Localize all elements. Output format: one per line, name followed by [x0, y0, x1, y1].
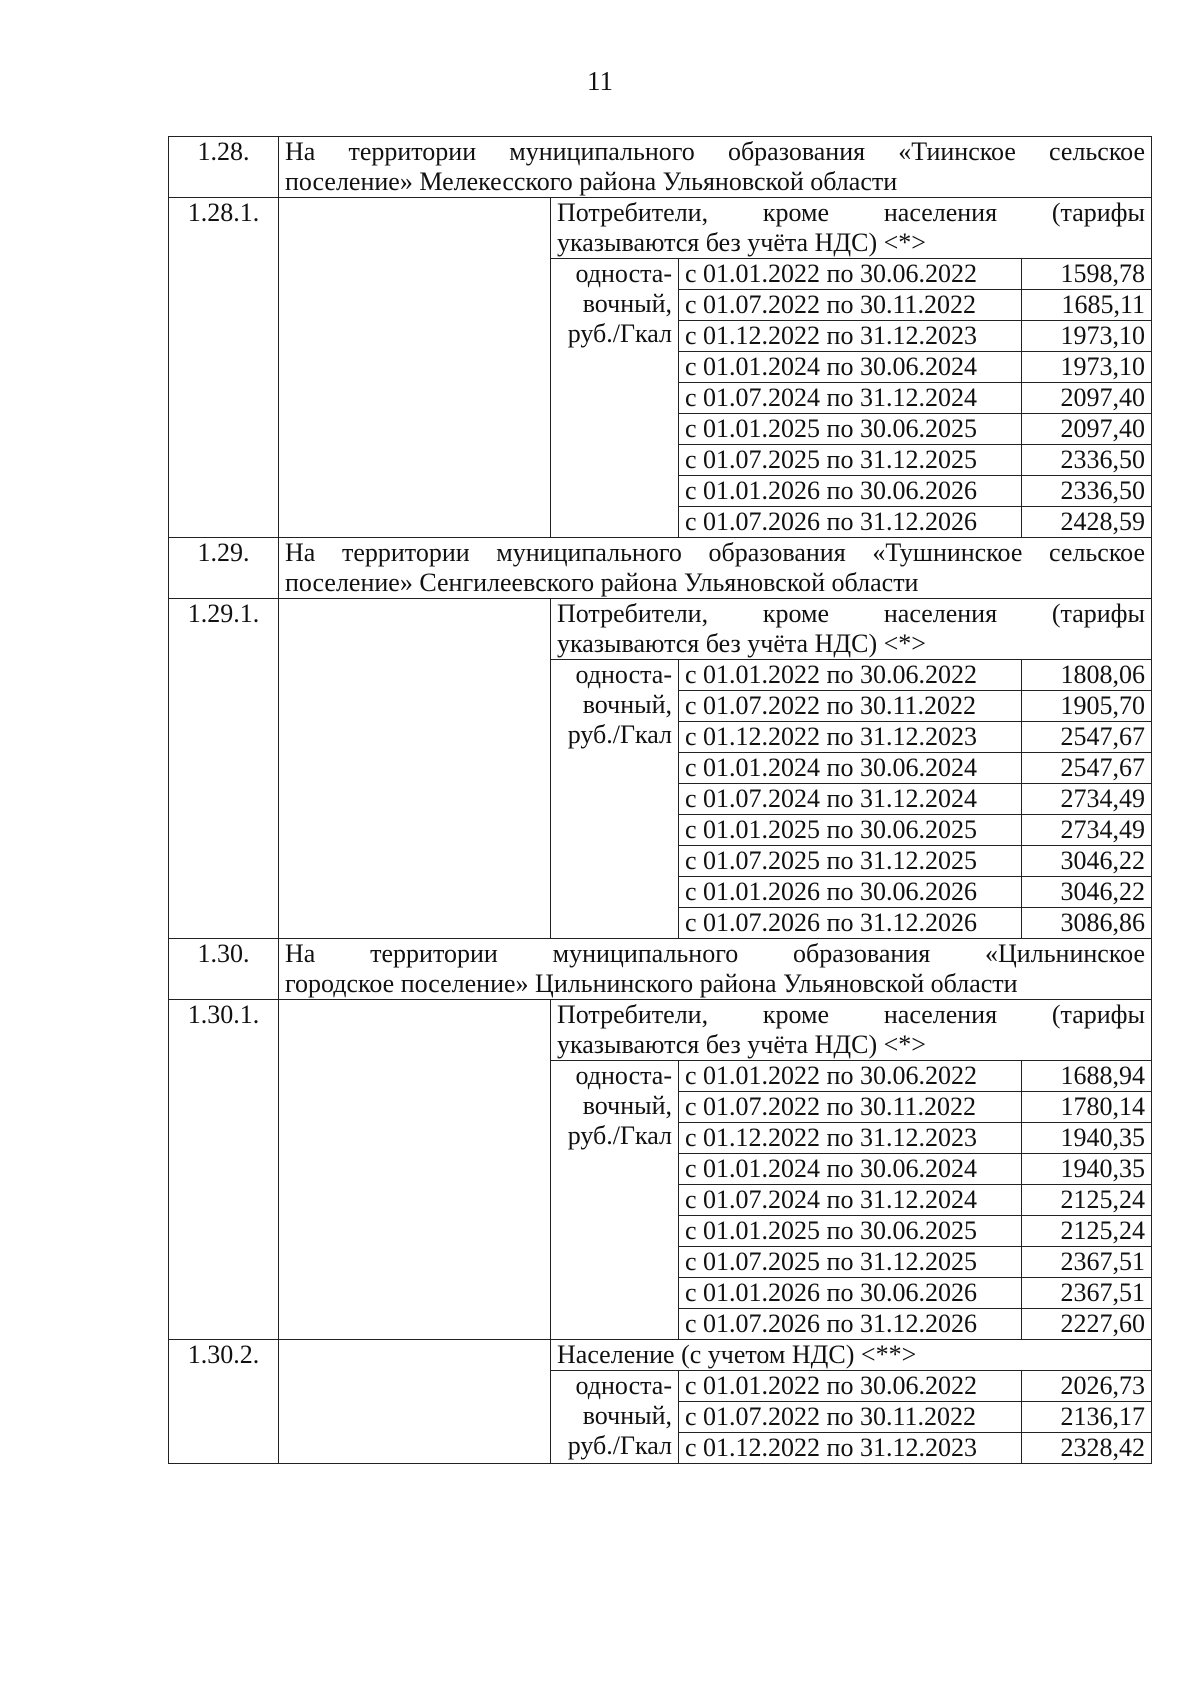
tariff-period: с 01.07.2022 по 30.11.2022	[679, 1402, 1022, 1433]
consumer-line2: указываются без учёта НДС) <*>	[557, 1030, 926, 1059]
tariff-value: 1808,06	[1022, 660, 1152, 691]
tariff-value: 2026,73	[1022, 1371, 1152, 1402]
tariff-value: 2428,59	[1022, 507, 1152, 538]
section-number: 1.28.	[169, 137, 279, 198]
consumer-line2: указываются без учёта НДС) <*>	[557, 629, 926, 658]
page-number: 11	[587, 66, 613, 96]
consumer-row	[169, 599, 1152, 660]
tariff-value: 1905,70	[1022, 691, 1152, 722]
tariff-period: с 01.01.2024 по 30.06.2024	[679, 1154, 1022, 1185]
tariff-period: с 01.12.2022 по 31.12.2023	[679, 1433, 1022, 1464]
tariff-value: 2097,40	[1022, 414, 1152, 445]
tariff-value: 3046,22	[1022, 877, 1152, 908]
tariff-period: с 01.07.2024 по 31.12.2024	[679, 1185, 1022, 1216]
tariff-unit-line: односта-	[575, 1371, 672, 1400]
tariff-value: 1598,78	[1022, 259, 1152, 290]
consumer-category	[551, 1000, 1152, 1061]
tariff-period: с 01.01.2026 по 30.06.2026	[679, 877, 1022, 908]
consumer-line1: Потребители, кроме населения (тарифы	[557, 1000, 1145, 1029]
section-title-line1: На территории муниципального образования «Цильнинское	[285, 939, 1145, 968]
tariff-period: с 01.07.2022 по 30.11.2022	[679, 1092, 1022, 1123]
empty-cell	[279, 1340, 551, 1464]
section-title	[279, 939, 1152, 1000]
tariff-value: 2367,51	[1022, 1247, 1152, 1278]
tariff-value: 2547,67	[1022, 753, 1152, 784]
section-title-line1: На территории муниципального образования «Тушнинское сельское	[285, 538, 1145, 567]
tariff-period: с 01.07.2025 по 31.12.2025	[679, 445, 1022, 476]
group-number: 1.30.1.	[169, 1000, 279, 1340]
tariff-value: 2136,17	[1022, 1402, 1152, 1433]
tariff-period: с 01.07.2025 по 31.12.2025	[679, 1247, 1022, 1278]
tariff-value: 1685,11	[1022, 290, 1152, 321]
tariff-value: 2125,24	[1022, 1216, 1152, 1247]
section-title	[279, 538, 1152, 599]
tariff-period: с 01.01.2025 по 30.06.2025	[679, 1216, 1022, 1247]
consumer-line1: Население (с учетом НДС) <**>	[557, 1340, 917, 1369]
consumer-row	[169, 1000, 1152, 1061]
tariff-unit-line: вочный,	[582, 1401, 672, 1430]
section-title-line2: городское поселение» Цильнинского района Ульяновской области	[285, 969, 1018, 998]
tariff-period: с 01.07.2024 по 31.12.2024	[679, 383, 1022, 414]
tariff-period: с 01.01.2025 по 30.06.2025	[679, 414, 1022, 445]
section-title	[279, 137, 1152, 198]
consumer-category	[551, 1340, 1152, 1371]
tariff-period: с 01.07.2026 по 31.12.2026	[679, 908, 1022, 939]
tariff-value: 2097,40	[1022, 383, 1152, 414]
tariff-value: 2547,67	[1022, 722, 1152, 753]
tariff-period: с 01.12.2022 по 31.12.2023	[679, 722, 1022, 753]
tariff-value: 1940,35	[1022, 1123, 1152, 1154]
empty-cell	[279, 198, 551, 538]
tariff-value: 1973,10	[1022, 321, 1152, 352]
consumer-line1: Потребители, кроме населения (тарифы	[557, 198, 1145, 227]
tariff-value: 2336,50	[1022, 445, 1152, 476]
tariff-period: с 01.12.2022 по 31.12.2023	[679, 321, 1022, 352]
tariff-unit-line: односта-	[575, 660, 672, 689]
tariff-period: с 01.07.2025 по 31.12.2025	[679, 846, 1022, 877]
tariff-period: с 01.01.2025 по 30.06.2025	[679, 815, 1022, 846]
section-title-line2: поселение» Мелекесского района Ульяновской области	[285, 167, 898, 196]
tariff-period: с 01.01.2022 по 30.06.2022	[679, 1371, 1022, 1402]
tariff-table	[168, 136, 1152, 1464]
tariff-period: с 01.01.2022 по 30.06.2022	[679, 660, 1022, 691]
tariff-period: с 01.01.2026 по 30.06.2026	[679, 1278, 1022, 1309]
consumer-category	[551, 198, 1152, 259]
empty-cell	[279, 599, 551, 939]
tariff-period: с 01.07.2022 по 30.11.2022	[679, 691, 1022, 722]
tariff-unit	[551, 1061, 679, 1340]
tariff-period: с 01.07.2022 по 30.11.2022	[679, 290, 1022, 321]
tariff-period: с 01.07.2026 по 31.12.2026	[679, 1309, 1022, 1340]
group-number: 1.29.1.	[169, 599, 279, 939]
tariff-period: с 01.01.2024 по 30.06.2024	[679, 753, 1022, 784]
tariff-unit-line: руб./Гкал	[567, 720, 672, 749]
tariff-period: с 01.01.2026 по 30.06.2026	[679, 476, 1022, 507]
tariff-value: 2227,60	[1022, 1309, 1152, 1340]
tariff-unit-line: руб./Гкал	[567, 319, 672, 348]
tariff-value: 1973,10	[1022, 352, 1152, 383]
tariff-unit	[551, 660, 679, 939]
tariff-period: с 01.07.2026 по 31.12.2026	[679, 507, 1022, 538]
tariff-value: 3086,86	[1022, 908, 1152, 939]
consumer-line2: указываются без учёта НДС) <*>	[557, 228, 926, 257]
tariff-value: 2125,24	[1022, 1185, 1152, 1216]
tariff-unit-line: односта-	[575, 259, 672, 288]
section-row	[169, 137, 1152, 198]
tariff-value: 1780,14	[1022, 1092, 1152, 1123]
section-row	[169, 939, 1152, 1000]
tariff-period: с 01.07.2024 по 31.12.2024	[679, 784, 1022, 815]
consumer-line1: Потребители, кроме населения (тарифы	[557, 599, 1145, 628]
tariff-unit-line: односта-	[575, 1061, 672, 1090]
tariff-unit-line: руб./Гкал	[567, 1121, 672, 1150]
tariff-value: 2328,42	[1022, 1433, 1152, 1464]
section-row	[169, 538, 1152, 599]
tariff-unit-line: руб./Гкал	[567, 1431, 672, 1460]
tariff-value: 3046,22	[1022, 846, 1152, 877]
tariff-unit	[551, 259, 679, 538]
tariff-unit-line: вочный,	[582, 690, 672, 719]
tariff-value: 2734,49	[1022, 815, 1152, 846]
tariff-unit	[551, 1371, 679, 1464]
tariff-period: с 01.12.2022 по 31.12.2023	[679, 1123, 1022, 1154]
section-number: 1.29.	[169, 538, 279, 599]
tariff-value: 1688,94	[1022, 1061, 1152, 1092]
tariff-value: 1940,35	[1022, 1154, 1152, 1185]
tariff-value: 2367,51	[1022, 1278, 1152, 1309]
group-number: 1.28.1.	[169, 198, 279, 538]
consumer-row	[169, 1340, 1152, 1371]
section-number: 1.30.	[169, 939, 279, 1000]
consumer-row	[169, 198, 1152, 259]
tariff-period: с 01.01.2022 по 30.06.2022	[679, 1061, 1022, 1092]
tariff-period: с 01.01.2022 по 30.06.2022	[679, 259, 1022, 290]
tariff-unit-line: вочный,	[582, 289, 672, 318]
consumer-category	[551, 599, 1152, 660]
empty-cell	[279, 1000, 551, 1340]
section-title-line2: поселение» Сенгилеевского района Ульяновской области	[285, 568, 919, 597]
tariff-value: 2336,50	[1022, 476, 1152, 507]
tariff-value: 2734,49	[1022, 784, 1152, 815]
tariff-period: с 01.01.2024 по 30.06.2024	[679, 352, 1022, 383]
section-title-line1: На территории муниципального образования «Тиинское сельское	[285, 137, 1145, 166]
group-number: 1.30.2.	[169, 1340, 279, 1464]
tariff-unit-line: вочный,	[582, 1091, 672, 1120]
